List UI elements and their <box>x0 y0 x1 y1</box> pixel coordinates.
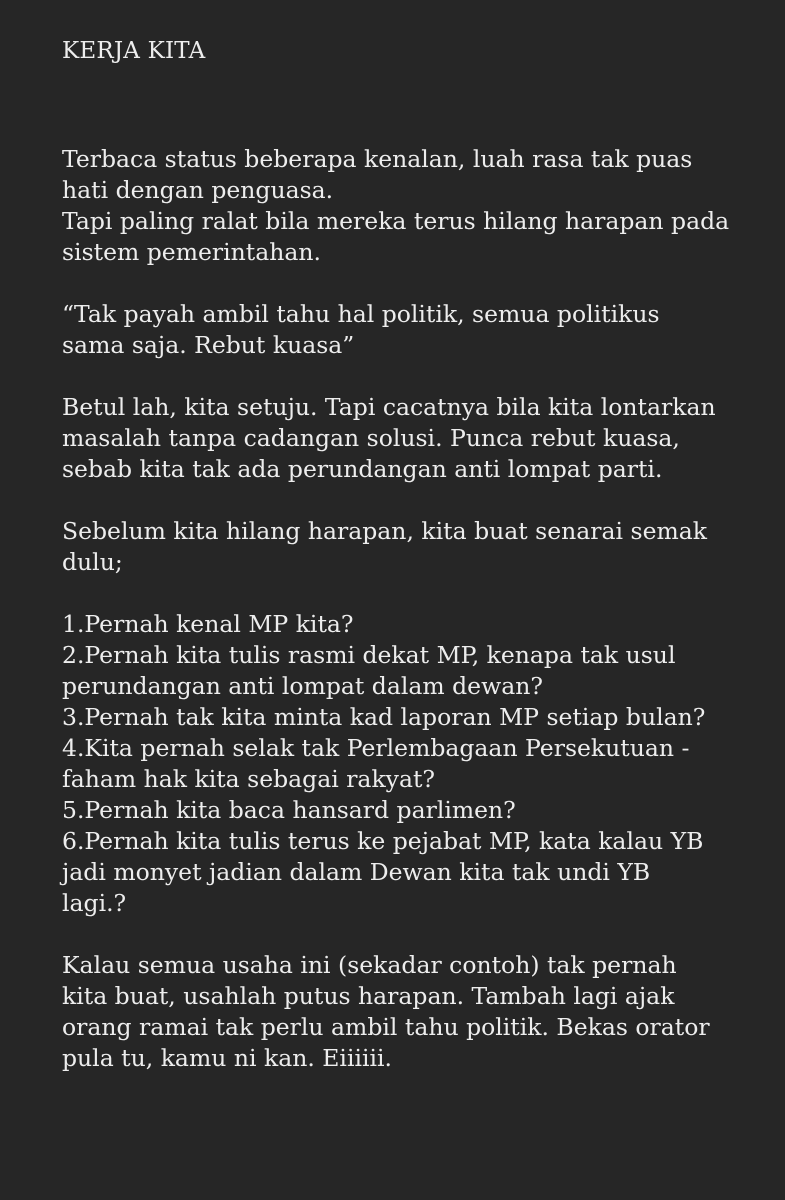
note-title: KERJA KITA <box>62 38 206 64</box>
checklist-item-2: 2.Pernah kita tulis rasmi dekat MP, kenapa tak usul perundangan anti lompat dalam dewan? <box>62 641 676 700</box>
checklist-item-5: 5.Pernah kita baca hansard parlimen? <box>62 796 516 824</box>
paragraph-closing: Kalau semua usaha ini (sekadar contoh) tak pernah kita buat, usahlah putus harapan. Tambah lagi ajak orang ramai tak perlu ambil tahu politik. Bekas orator pula tu, kamu ni kan. Eiiiiii. <box>62 951 710 1072</box>
paragraph-agreement: Betul lah, kita setuju. Tapi cacatnya bila kita lontarkan masalah tanpa cadangan solusi. Punca rebut kuasa, sebab kita tak ada perundangan anti lompat parti. <box>62 393 716 483</box>
checklist-item-4: 4.Kita pernah selak tak Perlembagaan Persekutuan - faham hak kita sebagai rakyat? <box>62 734 690 793</box>
paragraph-checklist-intro: Sebelum kita hilang harapan, kita buat senarai semak dulu; <box>62 517 708 576</box>
checklist-item-1: 1.Pernah kenal MP kita? <box>62 610 354 638</box>
note-page <box>62 36 762 1105</box>
checklist-item-3: 3.Pernah tak kita minta kad laporan MP setiap bulan? <box>62 703 706 731</box>
checklist <box>62 609 762 919</box>
paragraph-intro: Terbaca status beberapa kenalan, luah rasa tak puas hati dengan penguasa. Tapi paling ralat bila mereka terus hilang harapan pada sistem pemerintahan. <box>62 145 730 266</box>
checklist-item-6: 6.Pernah kita tulis terus ke pejabat MP, kata kalau YB jadi monyet jadian dalam Dewan kita tak undi YB lagi.? <box>62 827 704 917</box>
paragraph-quote: “Tak payah ambil tahu hal politik, semua politikus sama saja. Rebut kuasa” <box>62 300 660 359</box>
